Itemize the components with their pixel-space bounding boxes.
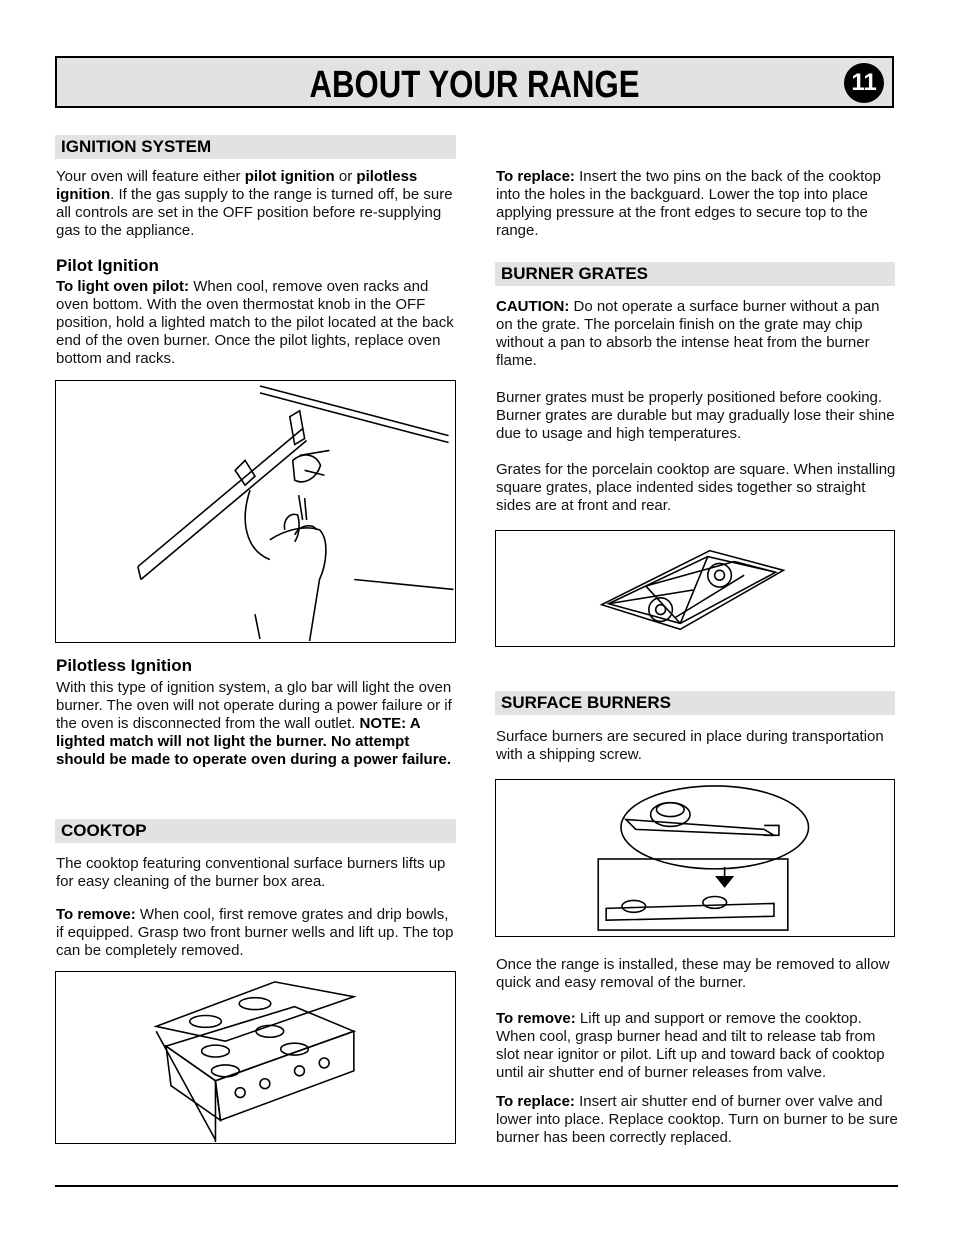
cooktop-replace-text: To replace: Insert the two pins on the back of the cooktop into the holes in the backguard. Lower the top into place applying pressure at the front edges to secure top to the range. [496,168,881,239]
surface-burner-illustration [495,779,895,937]
pilotless-ignition-text: With this type of ignition system, a glo bar will light the oven burner. The oven will not operate during a power failure or if the oven is disconnected from the wall outlet. NOTE: A lighted match will not light the burner. No attempt should be made to operate oven during a power failure. [56,679,452,768]
subheading-pilot-ignition: Pilot Ignition [56,256,159,275]
pilot-ignition-text: To light oven pilot: When cool, remove oven racks and oven bottom. With the oven thermostat knob in the OFF position, hold a lighted match to the pilot located at the back end of the oven burner. Once the pilot lights, replace oven bottom and racks. [56,278,454,367]
ignition-intro: Your oven will feature either pilot ignition or pilotless ignition. If the gas supply to the range is turned off, be sure all controls are set in the OFF position before re-supplying gas to the appliance. [56,168,453,239]
burner-drawing [496,780,894,936]
section-heading-burner-grates: BURNER GRATES [495,262,895,286]
pilot-lighting-illustration [55,380,456,643]
burners-replace-text: To replace: Insert air shutter end of burner over valve and lower into place. Replace cooktop. Turn on burner to be sure burner has been correctly replaced. [496,1093,898,1146]
grates-positioning-text: Burner grates must be properly positioned before cooking. Burner grates are durable but may gradually lose their shine due to usage and high temperatures. [496,389,895,442]
cooktop-remove-text: To remove: When cool, first remove grates and drip bowls, if equipped. Grasp two front burner wells and lift up. The top can be completely removed. [56,906,454,959]
section-heading-surface-burners: SURFACE BURNERS [495,691,895,715]
section-heading-ignition: IGNITION SYSTEM [55,135,456,159]
section-heading-cooktop: COOKTOP [55,819,456,843]
subheading-pilotless-ignition: Pilotless Ignition [56,656,193,675]
grates-drawing [496,531,894,646]
cooktop-drawing [56,972,455,1143]
grates-square-text: Grates for the porcelain cooktop are square. When installing square grates, place indented sides together so straight sides are at front and rear. [496,461,896,514]
burner-grates-illustration [495,530,895,647]
burners-remove-text: To remove: Lift up and support or remove the cooktop. When cool, grasp burner head and tilt to release tab from slot near ignitor or pilot. Lift up and toward back of cooktop until air shutter end of burner releases from valve. [496,1010,885,1081]
page-title: ABOUT YOUR RANGE [309,64,640,106]
burners-shipping-text: Surface burners are secured in place during transportation with a shipping screw. [496,728,884,763]
grates-caution-text: CAUTION: Do not operate a surface burner without a pan on the grate. The porcelain finish on the grate may chip without a pan to absorb the intense heat from the burner flame. [496,298,880,369]
page-number-badge: 11 [844,63,884,103]
burners-removal-intro: Once the range is installed, these may be removed to allow quick and easy removal of the burner. [496,956,890,991]
footer-rule [55,1185,898,1187]
pilot-lighting-drawing [56,381,455,642]
page-header [55,56,894,108]
cooktop-intro: The cooktop featuring conventional surface burners lifts up for easy cleaning of the burner box area. [56,855,446,890]
cooktop-lift-illustration [55,971,456,1144]
